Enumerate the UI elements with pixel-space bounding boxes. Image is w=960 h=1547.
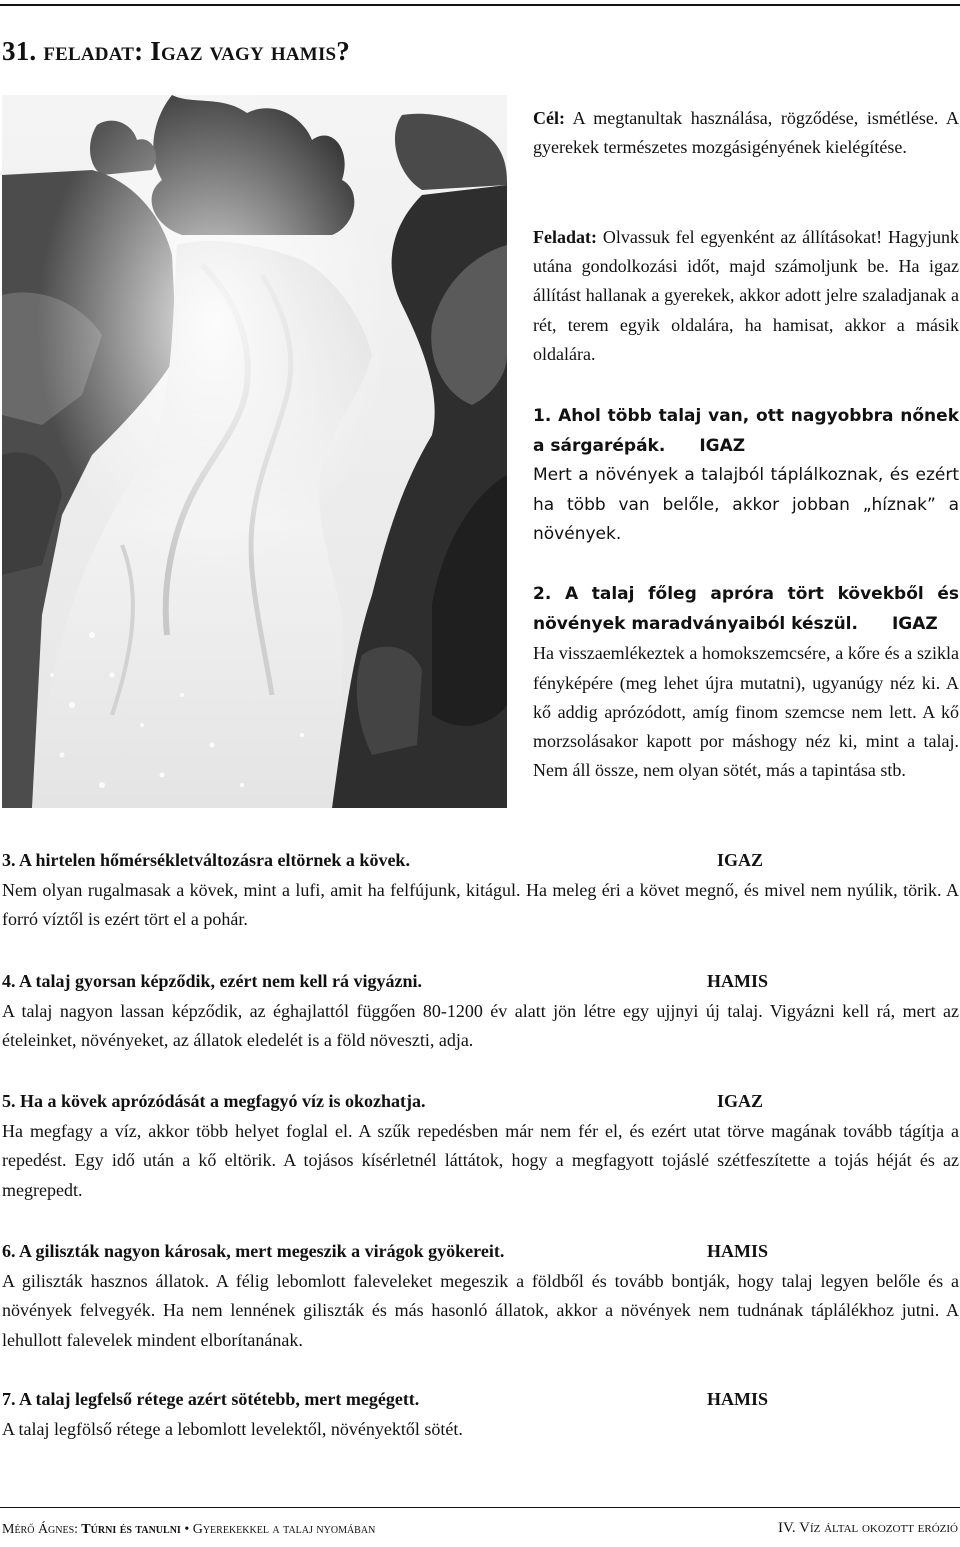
item-2	[533, 579, 959, 785]
footer-rule	[0, 1507, 960, 1508]
item-6-statement: 6. A giliszták nagyon károsak, mert megeszik a virágok gyökereit.	[2, 1241, 505, 1261]
task-section	[533, 223, 959, 369]
item-3-explanation: Nem olyan rugalmasak a kövek, mint a lufi, amit ha felfújunk, kitágul. Ha meleg éri a követ megnő, és mivel nem nyúlik, törik. A forró víztől is ezért tört el a pohár.	[2, 879, 959, 929]
item-7-statement: 7. A talaj legfelső rétege azért sötétebb, mert megégett.	[2, 1389, 420, 1409]
goal-text: A megtanultak használása, rögződése, ismétlése. A gyerekek természetes mozgásigényének kielégítése.	[533, 108, 959, 158]
footer-author: Mérő Ágnes:	[2, 1522, 79, 1537]
item-2-explanation: Ha visszaemlékeztek a homokszemcsére, a kőre és a szikla fényképére (meg lehet újra mutatni), ugyanúgy néz ki. A kő addig aprózódott, amíg finom szemcse nem lett. A kő morzsolásakor kapott por máshogy néz ki, mint a talaj. Nem áll össze, nem olyan sötét, más a tapintása stb.	[533, 643, 959, 781]
task-label: Feladat:	[533, 227, 597, 247]
task-text: Olvassuk fel egyenként az állításokat! Hagyjunk utána gondolkozási időt, majd számoljunk be. Ha igaz állítást hallanak a gyerekek, akkor adott jelre szaladjanak a rét, terem egyik oldalára, ha hamisat, akkor a másik oldalára.	[533, 227, 959, 364]
item-6-statement-line	[2, 1237, 959, 1267]
item-3-answer: IGAZ	[717, 850, 764, 870]
item-3-statement-line	[2, 846, 959, 876]
item-4-explanation: A talaj nagyon lassan képződik, az éghajlattól függően 80-1200 év alatt jön létre egy ujjnyi új talaj. Vigyázni kell rá, mert az ételeinket, növényeket, az állatok eledelét is a föld növeszti, adja.	[2, 1000, 959, 1050]
top-rule	[0, 4, 960, 6]
item-7-statement-line	[2, 1385, 959, 1415]
item-7	[2, 1385, 959, 1444]
item-5-statement: 5. Ha a kövek aprózódását a megfagyó víz is okozhatja.	[2, 1091, 426, 1111]
item-1	[533, 401, 959, 549]
footer-bullet: •	[180, 1522, 193, 1537]
task-paragraph	[533, 223, 959, 369]
item-5	[2, 1087, 959, 1205]
page-title	[2, 36, 350, 67]
footer-chapter: IV. Víz által okozott erózió	[777, 1520, 958, 1536]
item-3-statement: 3. A hirtelen hőmérsékletváltozásra eltörnek a kövek.	[2, 850, 410, 870]
item-5-explanation: Ha megfagy a víz, akkor több helyet foglal el. A szűk repedésben már nem fér el, és ezért utat törve magának tovább tágítja a repedést. Egy idő után a kő eltörik. A tojásos kísérletnél láttátok, hogy a megfagyott tojáslé szétfeszítette a tojás héját és az megrepedt.	[2, 1120, 959, 1200]
item-4-statement-line	[2, 967, 959, 997]
task-number: 31.	[2, 36, 37, 66]
item-5-answer: IGAZ	[717, 1091, 764, 1111]
goal-paragraph	[533, 104, 959, 162]
item-1-statement-line	[533, 401, 959, 461]
item-2-statement-line	[533, 579, 959, 639]
item-1-statement: 1. Ahol több talaj van, ott nagyobbra nőnek a sárgarépák.	[533, 406, 959, 457]
goal-section	[533, 104, 959, 162]
footer-book-title: Túrni és tanulni	[78, 1522, 181, 1537]
task-title: feladat: Igaz vagy hamis?	[43, 36, 350, 66]
waterfall-image	[2, 95, 507, 808]
item-1-explanation: Mert a növények a talajból táplálkoznak, és ezért ha több van belőle, akkor jobban „híznak” a növények.	[533, 465, 959, 544]
item-7-explanation: A talaj legfölső rétege a lebomlott levelektől, növényektől sötét.	[2, 1418, 463, 1439]
goal-label: Cél:	[533, 108, 565, 128]
footer-book-info	[2, 1522, 375, 1538]
waterfall-photo	[2, 95, 507, 808]
item-4-answer: HAMIS	[707, 971, 769, 991]
item-2-answer: IGAZ	[891, 614, 938, 635]
item-6-answer: HAMIS	[707, 1241, 769, 1261]
item-4	[2, 967, 959, 1056]
item-4-statement: 4. A talaj gyorsan képződik, ezért nem kell rá vigyázni.	[2, 971, 422, 991]
item-6-explanation: A giliszták hasznos állatok. A félig lebomlott faleveleket megeszik a földből és tovább bontják, hogy talaj legyen belőle és a növények felvegyék. Ha nem lennének giliszták és más hasonló állatok, akkor a növények nem tudnának táplálékhoz jutni. A lehullott falevelek mindent elborítanának.	[2, 1270, 959, 1350]
item-1-answer: IGAZ	[699, 436, 746, 457]
item-2-statement: 2. A talaj főleg apróra tört kövekből és növények maradványaiból készül.	[533, 584, 959, 635]
item-5-statement-line	[2, 1087, 959, 1117]
item-3	[2, 846, 959, 935]
item-6	[2, 1237, 959, 1355]
item-7-answer: HAMIS	[707, 1389, 769, 1409]
footer-book-subtitle: Gyerekekkel a talaj nyomában	[192, 1522, 376, 1537]
